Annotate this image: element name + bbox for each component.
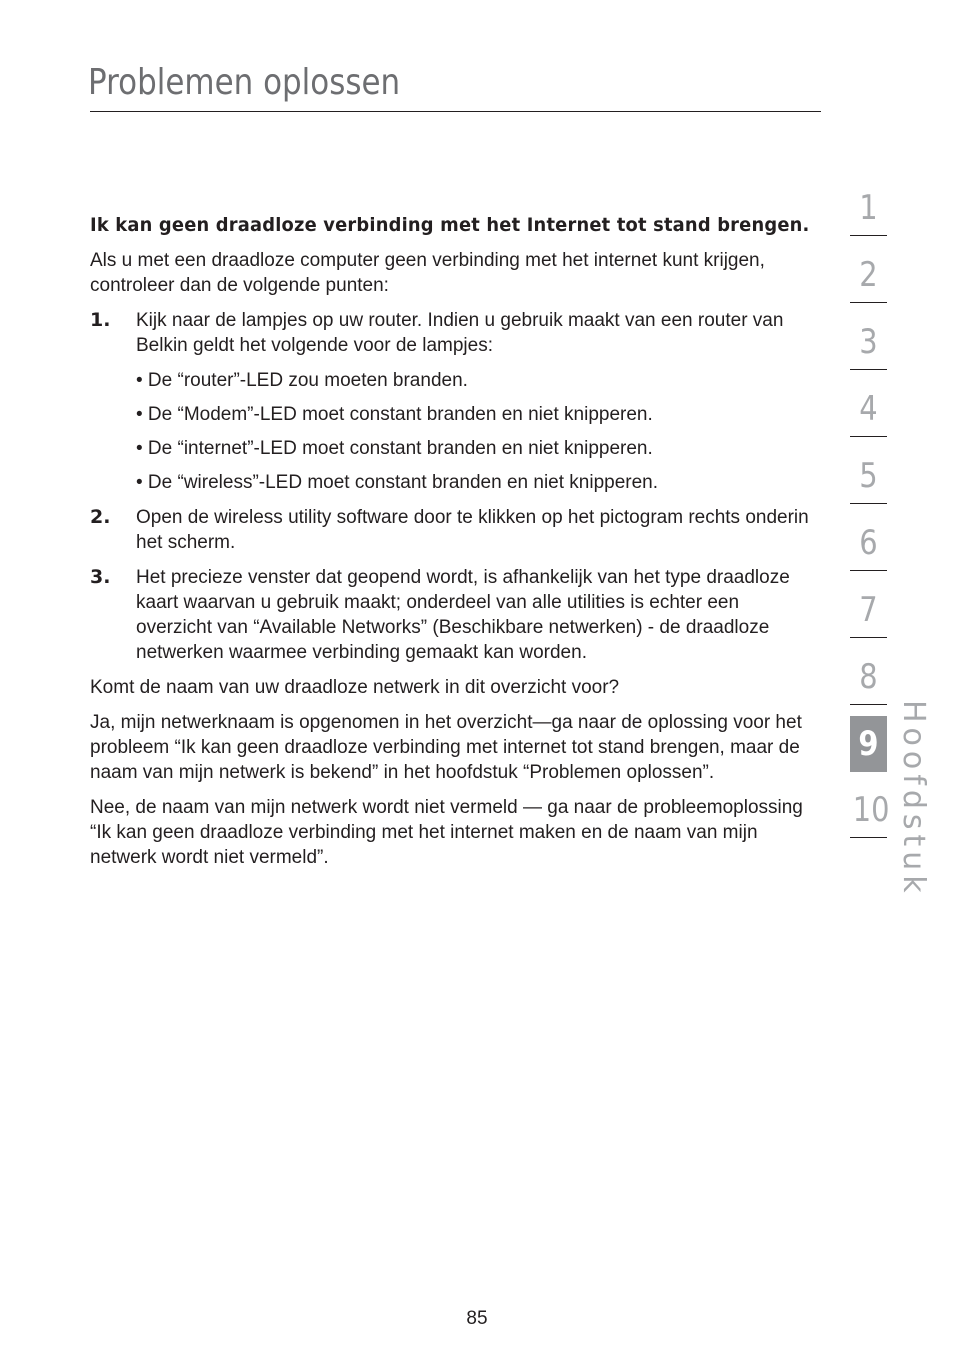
- step-1: [90, 308, 810, 358]
- chapter-tab-8[interactable]: [850, 649, 887, 705]
- led-bullet-list: [136, 368, 810, 495]
- chapter-number: 2: [859, 255, 878, 295]
- chapter-tab-6[interactable]: [850, 515, 887, 571]
- chapter-number: 4: [859, 389, 878, 429]
- chapter-label: Hoofdstuk: [896, 700, 931, 898]
- chapter-number: 8: [859, 657, 878, 697]
- chapter-tab-3[interactable]: [850, 314, 887, 370]
- section-heading: Ik kan geen draadloze verbinding met het Internet tot stand brengen.: [90, 214, 810, 236]
- chapter-number: 7: [859, 590, 878, 630]
- page-title: Problemen oplossen: [88, 62, 401, 103]
- step-number: 2.: [90, 506, 111, 528]
- chapter-number: 3: [859, 322, 878, 362]
- list-item: • De “Modem”-LED moet constant branden en niet knipperen.: [136, 404, 653, 425]
- chapter-tab-1[interactable]: [850, 180, 887, 236]
- chapter-tab-9-active[interactable]: [850, 716, 887, 772]
- step-text: Kijk naar de lampjes op uw router. Indien u gebruik maakt van een router van Belkin geldt het volgende voor de lampjes:: [136, 310, 784, 356]
- chapter-number: 10: [852, 790, 890, 830]
- step-number: 3.: [90, 566, 111, 588]
- step-3: [90, 565, 810, 665]
- chapter-tab-4[interactable]: [850, 381, 887, 437]
- main-content: [90, 213, 810, 880]
- question-paragraph: Komt de naam van uw draadloze netwerk in dit overzicht voor?: [90, 677, 620, 698]
- chapter-tab-7[interactable]: [850, 582, 887, 638]
- step-text: Open de wireless utility software door te klikken op het pictogram rechts onderin het scherm.: [136, 507, 809, 553]
- intro-paragraph: Als u met een draadloze computer geen verbinding met het internet kunt krijgen, controleer dan de volgende punten:: [90, 250, 765, 296]
- title-divider: [90, 111, 821, 112]
- chapter-number: 5: [859, 456, 878, 496]
- chapter-tab-5[interactable]: [850, 448, 887, 504]
- list-item: • De “wireless”-LED moet constant branden en niet knipperen.: [136, 472, 659, 493]
- answer-no-paragraph: Nee, de naam van mijn netwerk wordt niet vermeld — ga naar de probleemoplossing “Ik kan geen draadloze verbinding met het internet maken en de naam van mijn netwerk wordt niet vermeld”.: [90, 797, 803, 868]
- answer-yes-paragraph: Ja, mijn netwerknaam is opgenomen in het overzicht—ga naar de oplossing voor het probleem “Ik kan geen draadloze verbinding met internet tot stand brengen, maar de naam van mijn netwerk is bekend” in het hoofdstuk “Problemen oplossen”.: [90, 712, 802, 783]
- chapter-number: 9: [858, 724, 879, 764]
- list-item: • De “router”-LED zou moeten branden.: [136, 370, 468, 391]
- chapter-number: 6: [859, 523, 878, 563]
- chapter-tab-10[interactable]: [850, 782, 890, 838]
- chapter-tab-2[interactable]: [850, 247, 887, 303]
- step-number: 1.: [90, 309, 111, 331]
- chapter-number: 1: [859, 188, 878, 228]
- step-text: Het precieze venster dat geopend wordt, is afhankelijk van het type draadloze kaart waarvan u gebruik maakt; onderdeel van alle utilities is echter een overzicht van “Available Networks” (Beschikbare netwerken) - de draadloze netwerken waarmee verbinding gemaakt kan worden.: [136, 567, 790, 663]
- chapter-nav: [850, 180, 890, 849]
- page-number: 85: [466, 1308, 488, 1329]
- step-2: [90, 505, 810, 555]
- list-item: • De “internet”-LED moet constant branden en niet knipperen.: [136, 438, 653, 459]
